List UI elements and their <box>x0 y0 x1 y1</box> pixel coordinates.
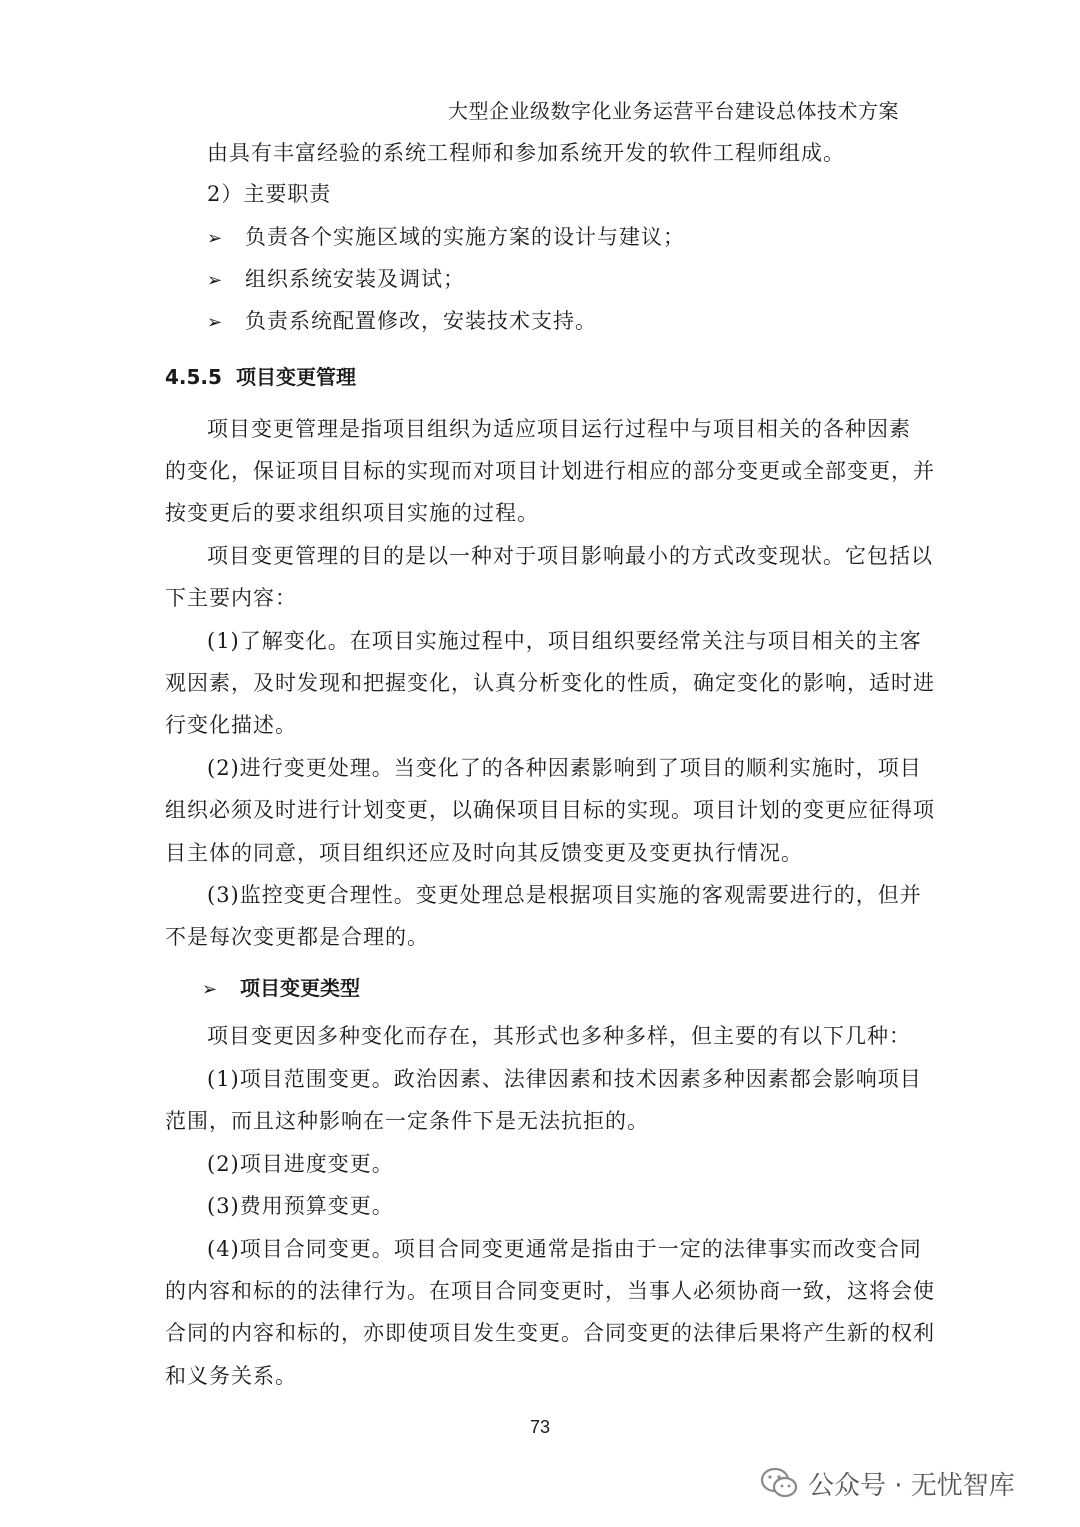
page-number: 73 <box>529 1417 551 1437</box>
paragraph-line: 下主要内容： <box>165 586 297 610</box>
paragraph-line: 范围，而且这种影响在一定条件下是无法抗拒的。 <box>165 1109 649 1133</box>
duty-item-text: 组织系统安装及调试； <box>245 267 465 291</box>
paragraph-line: (3)费用预算变更。 <box>207 1194 394 1218</box>
paragraph-line: (4)项目合同变更。项目合同变更通常是指由于一定的法律事实而改变合同 <box>207 1237 922 1261</box>
subsection-heading <box>202 973 360 1005</box>
section-number: 4.5.5 <box>165 365 222 389</box>
paragraph-line: (1)了解变化。在项目实施过程中，项目组织要经常关注与项目相关的主客 <box>207 629 922 653</box>
duty-item <box>207 222 685 254</box>
section-heading <box>165 362 356 392</box>
arrow-bullet-icon: ➢ <box>207 312 224 333</box>
paragraph-line: (2)进行变更处理。当变化了的各种因素影响到了项目的顺利实施时，项目 <box>207 756 922 780</box>
intro-line: 由具有丰富经验的系统工程师和参加系统开发的软件工程师组成。 <box>207 141 845 165</box>
paragraph-line: 行变化描述。 <box>165 713 297 737</box>
paragraph-line: 项目变更因多种变化而存在，其形式也多种多样，但主要的有以下几种： <box>207 1024 911 1048</box>
arrow-bullet-icon: ➢ <box>207 270 224 291</box>
wechat-icon <box>760 1467 798 1499</box>
paragraph-line: 合同的内容和标的，亦即使项目发生变更。合同变更的法律后果将产生新的权利 <box>165 1321 935 1345</box>
duty-item-text: 负责各个实施区域的实施方案的设计与建议； <box>245 225 685 249</box>
paragraph-line: 组织必须及时进行计划变更，以确保项目目标的实现。项目计划的变更应征得项 <box>165 798 935 822</box>
section-title-text: 项目变更管理 <box>235 365 356 389</box>
duties-heading: 2）主要职责 <box>207 182 332 206</box>
arrow-bullet-icon: ➢ <box>207 228 224 249</box>
paragraph-line: (1)项目范围变更。政治因素、法律因素和技术因素多种因素都会影响项目 <box>207 1067 922 1091</box>
arrow-bullet-icon: ➢ <box>202 979 218 1000</box>
paragraph-line: 和义务关系。 <box>165 1364 297 1388</box>
paragraph-line: (3)监控变更合理性。变更处理总是根据项目实施的客观需要进行的，但并 <box>207 883 922 907</box>
duty-item-text: 负责系统配置修改，安装技术支持。 <box>245 309 597 333</box>
paragraph-line: 观因素，及时发现和把握变化，认真分析变化的性质，确定变化的影响，适时进 <box>165 671 935 695</box>
paragraph-line: 项目变更管理是指项目组织为适应项目运行过程中与项目相关的各种因素 <box>207 417 911 441</box>
watermark <box>760 1463 1015 1503</box>
paragraph-line: (2)项目进度变更。 <box>207 1152 394 1176</box>
header-rule <box>160 126 920 127</box>
watermark-text: 公众号 · 无忧智库 <box>808 1470 1015 1501</box>
paragraph-line: 的内容和标的的法律行为。在项目合同变更时，当事人必须协商一致，这将会使 <box>165 1279 935 1303</box>
duty-item <box>207 264 465 296</box>
paragraph-line: 不是每次变更都是合理的。 <box>165 925 429 949</box>
paragraph-line: 的变化，保证项目目标的实现而对项目计划进行相应的部分变更或全部变更，并 <box>165 459 935 483</box>
paragraph-line: 目主体的同意，项目组织还应及时向其反馈变更及变更执行情况。 <box>165 841 803 865</box>
paragraph-line: 项目变更管理的目的是以一种对于项目影响最小的方式改变现状。它包括以 <box>207 544 933 568</box>
duty-item <box>207 306 597 338</box>
running-header: 大型企业级数字化业务运营平台建设总体技术方案 <box>448 99 899 123</box>
paragraph-line: 按变更后的要求组织项目实施的过程。 <box>165 501 539 525</box>
subsection-title-text: 项目变更类型 <box>240 976 360 1000</box>
